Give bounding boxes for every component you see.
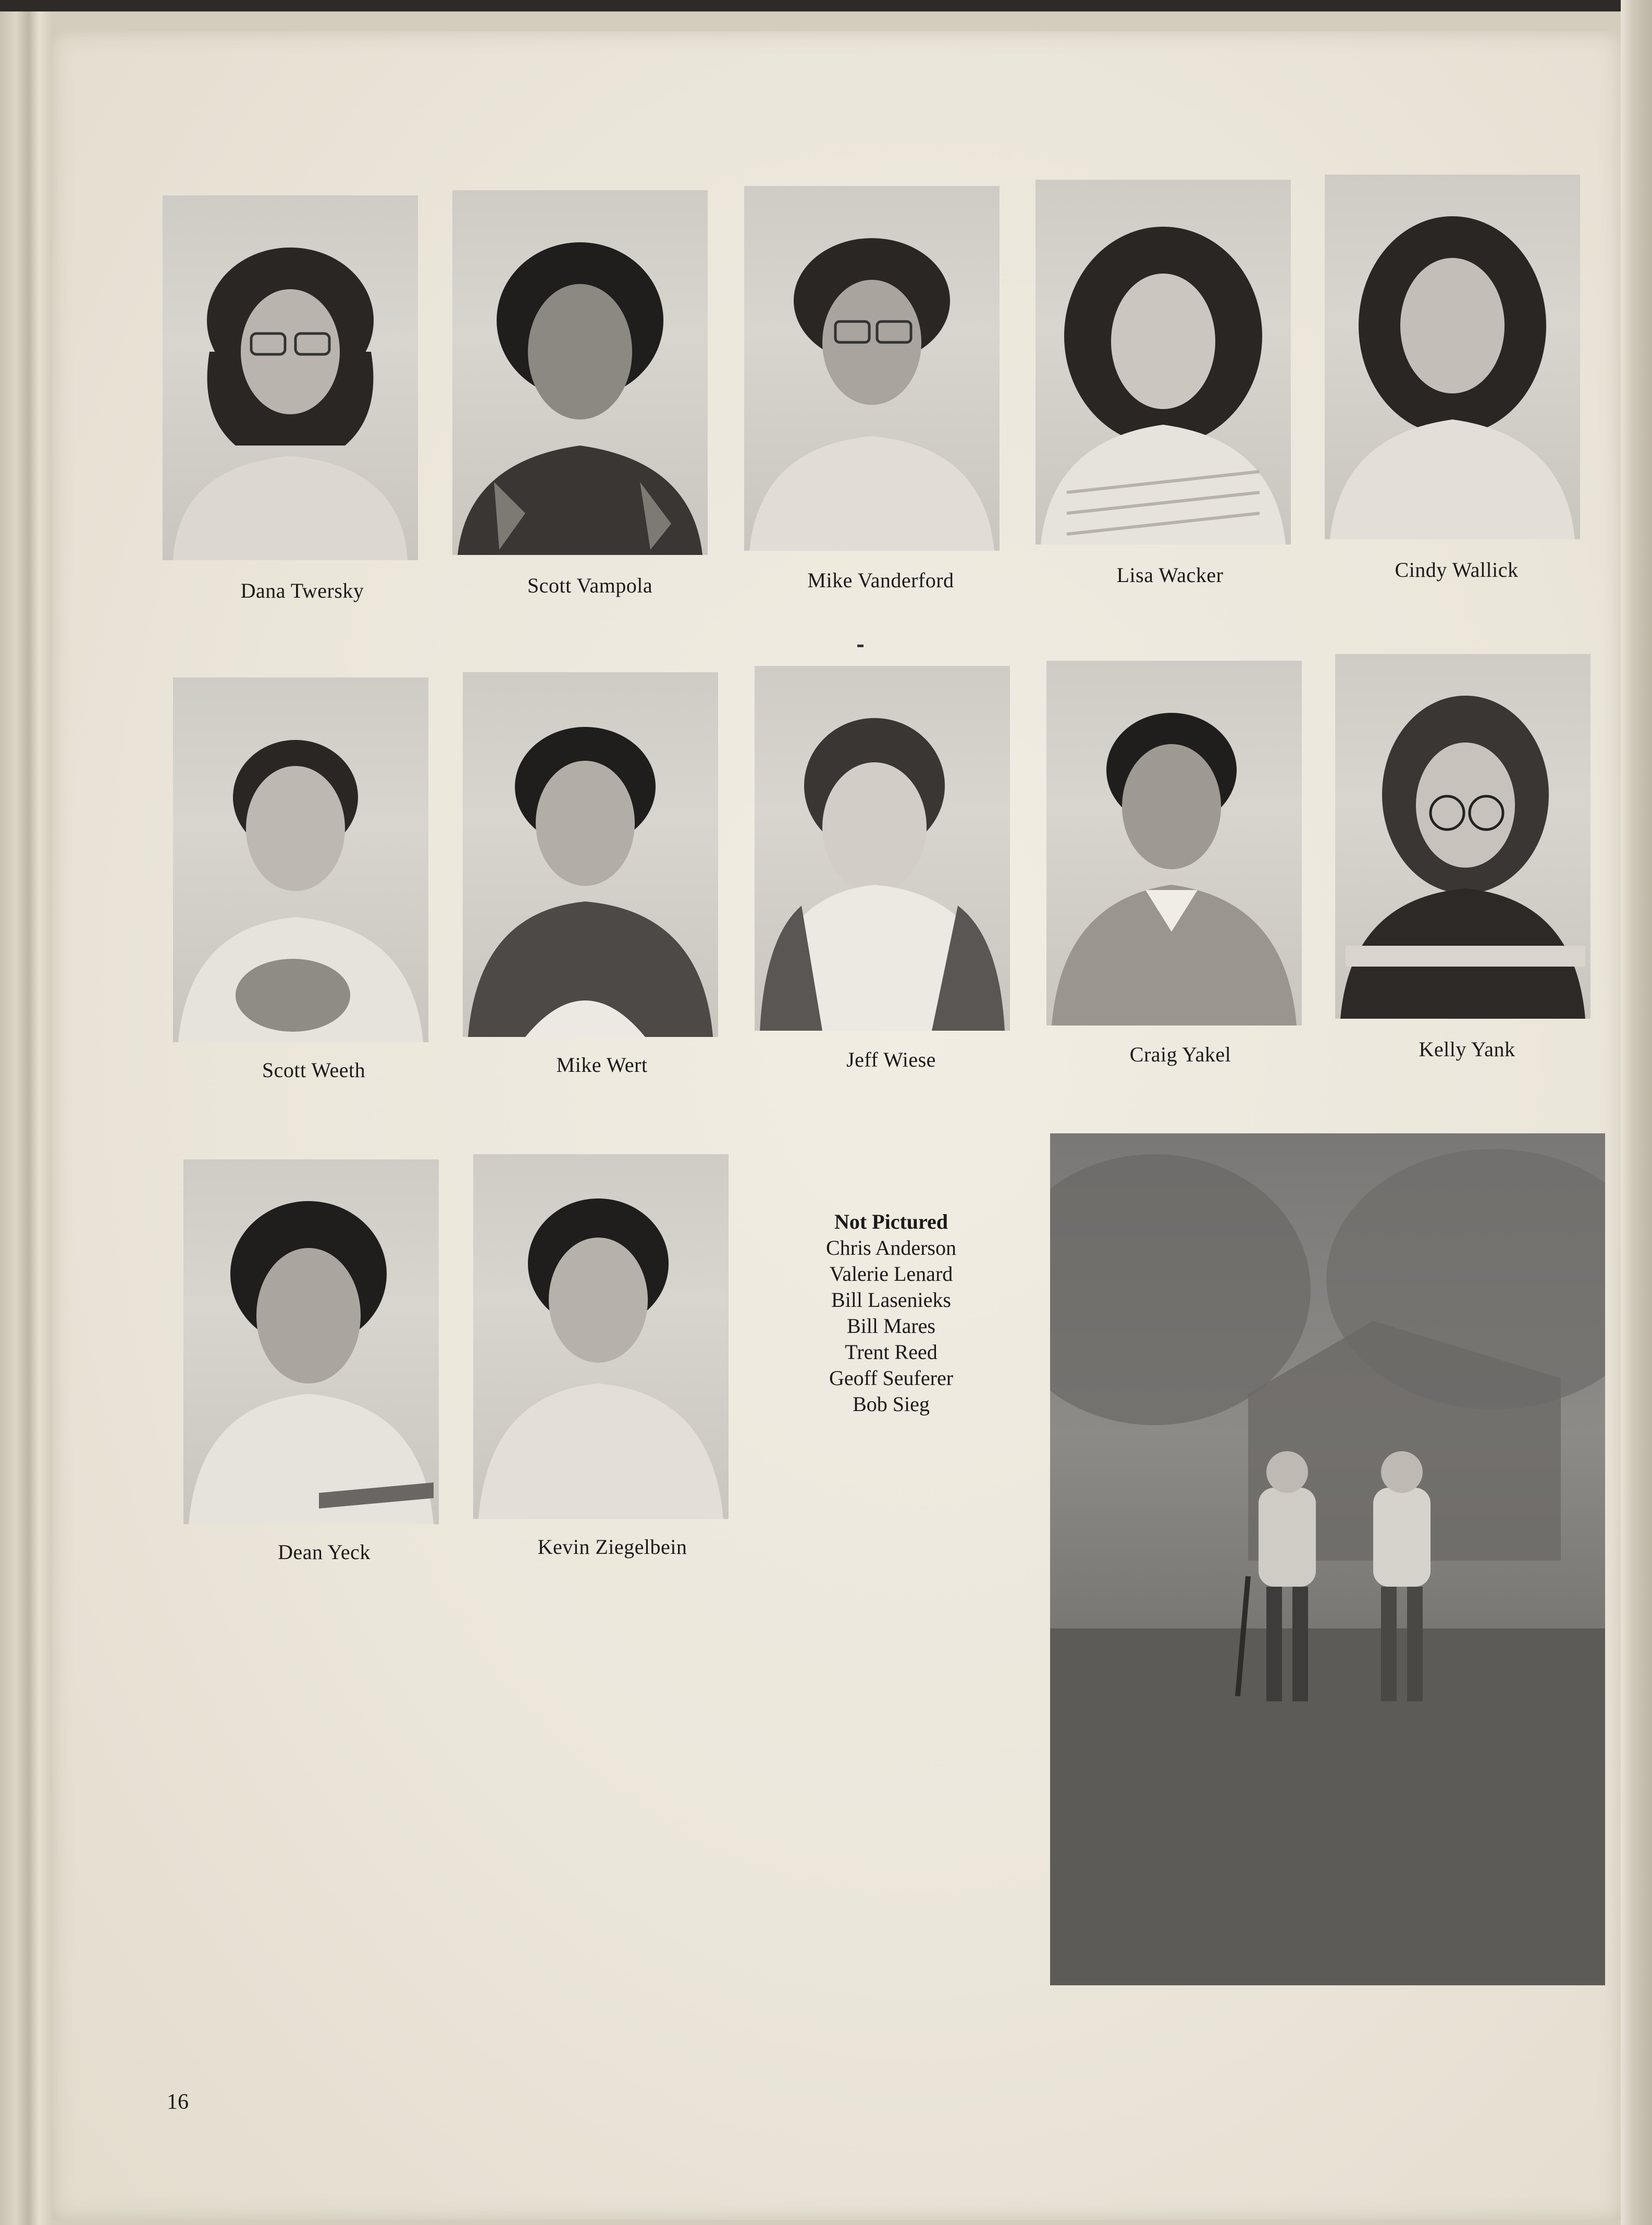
candid-photo <box>1050 1133 1605 1985</box>
caption: Craig Yakel <box>1129 1043 1231 1066</box>
caption: Kelly Yank <box>1419 1037 1515 1061</box>
portrait-image <box>744 186 1000 551</box>
portrait-photo <box>452 190 708 555</box>
portrait-image <box>1035 180 1291 545</box>
portrait-photo <box>173 677 428 1042</box>
portrait-photo <box>1335 654 1591 1019</box>
portrait-image <box>1335 654 1591 1019</box>
caption: Kevin Ziegelbein <box>537 1535 687 1559</box>
caption: Jeff Wiese <box>846 1048 936 1071</box>
not-pictured-name: Bill Lasenieks <box>831 1288 951 1312</box>
top-edge <box>0 0 1652 11</box>
portrait-image <box>1325 175 1580 539</box>
portrait-image <box>183 1159 439 1524</box>
caption: Cindy Wallick <box>1395 558 1519 582</box>
portrait-photo <box>473 1154 729 1519</box>
portrait-photo <box>1046 661 1302 1025</box>
portrait-photo <box>1325 175 1580 539</box>
not-pictured-list <box>766 1209 1016 1417</box>
portrait-photo <box>463 672 718 1037</box>
caption: Scott Vampola <box>527 574 653 597</box>
not-pictured-name: Chris Anderson <box>826 1236 956 1259</box>
not-pictured-name: Valerie Lenard <box>829 1262 953 1285</box>
print-mark <box>857 645 864 647</box>
not-pictured-name: Trent Reed <box>845 1340 938 1364</box>
portrait-image <box>463 672 718 1037</box>
portrait-photo <box>183 1159 439 1524</box>
portrait-image <box>1046 661 1302 1025</box>
not-pictured-name: Bill Mares <box>847 1314 935 1338</box>
portrait-photo <box>755 666 1010 1031</box>
portrait-image <box>452 190 708 555</box>
caption: Mike Wert <box>556 1053 648 1077</box>
page-number: 16 <box>167 2090 189 2114</box>
portrait-photo <box>163 195 418 560</box>
portrait-photo <box>1035 180 1291 545</box>
portrait-image <box>173 677 428 1042</box>
portrait-image <box>163 195 418 560</box>
caption: Scott Weeth <box>262 1058 366 1082</box>
candid-image <box>1050 1133 1605 1985</box>
caption: Lisa Wacker <box>1116 563 1224 587</box>
portrait-photo <box>744 186 1000 551</box>
caption: Dana Twersky <box>240 579 364 602</box>
not-pictured-name: Geoff Seuferer <box>829 1366 954 1390</box>
not-pictured-name: Bob Sieg <box>853 1392 930 1416</box>
portrait-image <box>755 666 1010 1031</box>
not-pictured-title: Not Pictured <box>834 1210 948 1233</box>
caption: Dean Yeck <box>278 1540 371 1564</box>
right-page-edge <box>1621 0 1652 2225</box>
caption: Mike Vanderford <box>807 568 954 592</box>
portrait-image <box>473 1154 729 1519</box>
